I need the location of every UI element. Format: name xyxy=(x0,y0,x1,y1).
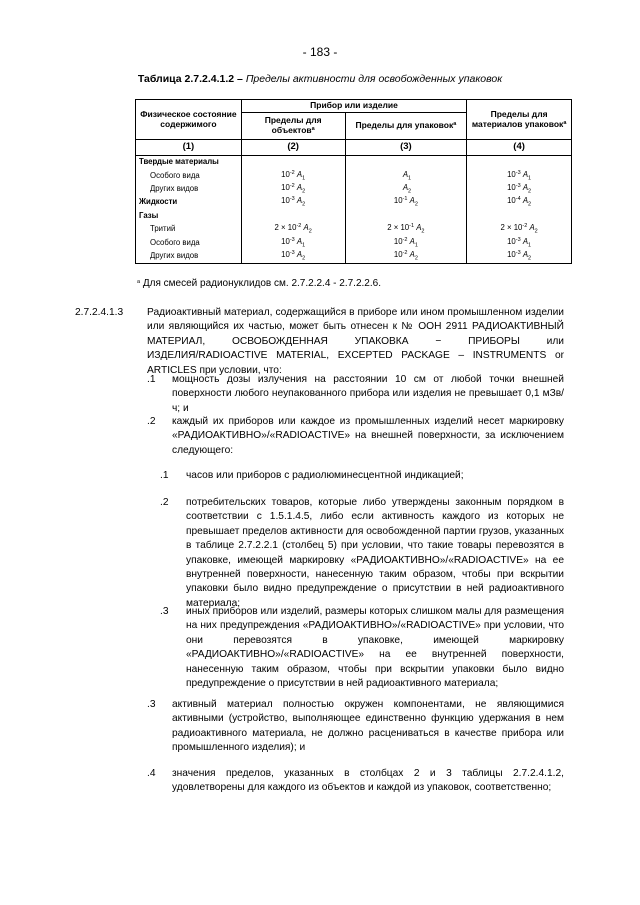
col-number: (4) xyxy=(467,140,572,156)
col4-header: Пределы для материалов упаковок$^a$ xyxy=(467,100,572,140)
table-caption xyxy=(0,73,640,85)
footnote: $^a$ Для смесей радионуклидов см. 2.7.2.2.4 - 2.7.2.2.6. xyxy=(137,278,381,289)
table-row xyxy=(136,169,572,182)
limit-packages: $10^{-2}$ $A_1$ xyxy=(345,236,467,249)
table-row xyxy=(136,250,572,264)
limit-packages: $10^{-1}$ $A_2$ xyxy=(345,196,467,209)
page-number: - 183 - xyxy=(302,45,338,59)
item-number: .3 xyxy=(147,699,156,710)
row-label: Других видов xyxy=(136,183,242,196)
limit-materials: $10^{-3}$ $A_2$ xyxy=(467,250,572,264)
subitem-text: иных приборов или изделий, размеры которых слишком малы для размещения на них предупреждения «РАДИОАКТИВНО»/«RADIOACTIVE» при условии, что они перевозятся в упаковке, имеющей маркировку «РАДИОАКТИВНО»/«RADIOACTIVE» на ее внутренней поверхности, нанесенную таким образом, чтобы при вскрытии упаковки было видно предупреждение о присутствии в ней радиоактивного материала; xyxy=(186,606,564,690)
group-label: Жидкости xyxy=(136,196,242,209)
group-label: Газы xyxy=(136,210,242,223)
limit-objects: $10^{-3}$ $A_2$ xyxy=(241,250,345,264)
table-row xyxy=(136,210,572,223)
section-number: 2.7.2.4.1.3 xyxy=(75,307,124,318)
col1-header: Физическое состояние содержимого xyxy=(136,100,242,140)
limit-objects: $2 \times 10^{-2}$ $A_2$ xyxy=(241,223,345,236)
limit-objects: $10^{-3}$ $A_2$ xyxy=(241,196,345,209)
item-number: .2 xyxy=(147,416,156,427)
row-label: Других видов xyxy=(136,250,242,264)
limit-materials: $2 \times 10^{-2}$ $A_2$ xyxy=(467,223,572,236)
table-body xyxy=(136,156,572,264)
group-label: Твердые материалы xyxy=(136,156,242,170)
limit-objects: $10^{-3}$ $A_1$ xyxy=(241,236,345,249)
limit-packages: $A_2$ xyxy=(345,183,467,196)
group-header: Прибор или изделие xyxy=(241,100,466,113)
table-row xyxy=(136,236,572,249)
col-number: (3) xyxy=(345,140,467,156)
limit-materials: $10^{-3}$ $A_1$ xyxy=(467,169,572,182)
table-caption-label: Таблица 2.7.2.4.1.2 – xyxy=(137,73,243,85)
item-text: значения пределов, указанных в столбцах 2 и 3 таблицы 2.7.2.4.1.2, удовлетворены для каждого из объектов и каждой из упаковок, соответственно; xyxy=(172,768,564,794)
table-row xyxy=(136,196,572,209)
limit-objects: $10^{-2}$ $A_2$ xyxy=(241,183,345,196)
limit-materials: $10^{-4}$ $A_2$ xyxy=(467,196,572,209)
limit-packages: $A_1$ xyxy=(345,169,467,182)
item-text: активный материал полностью окружен компонентами, не являющимися активными (устройство, выполняющее единственно функцию удержания в нем радиоактивного материала, не должно расцениваться в качестве прибора или промышленного изделия); и xyxy=(172,699,564,754)
table-row xyxy=(136,183,572,196)
table-row xyxy=(136,223,572,236)
activity-limits-table xyxy=(135,99,572,264)
item-number: .4 xyxy=(147,768,156,779)
table-row xyxy=(136,156,572,170)
col2-header: Пределы для объектов$^a$ xyxy=(241,113,345,140)
item-text: каждый их приборов или каждое из промышленных изделий несет маркировку «РАДИОАКТИВНО»/«RADIOACTIVE» на внешней поверхности, за исключением следующего: xyxy=(172,416,564,456)
row-label: Особого вида xyxy=(136,169,242,182)
col-number: (2) xyxy=(241,140,345,156)
col-number: (1) xyxy=(136,140,242,156)
col3-header: Пределы для упаковок$^a$ xyxy=(345,113,467,140)
subitem-text: потребительских товаров, которые либо утверждены законным порядком в соответствии с 1.5.1.4.5, либо если активность каждого из которых не превышает пределов активности для освобожденной партии грузов, указанных в таблице 2.7.2.2.1 (столбец 5) при условии, что такие товары перевозятся в упаковке, имеющей маркировку «РАДИОАКТИВНО»/«RADIOACTIVE» на ее внутренней поверхности, нанесенную таким образом, чтобы при вскрытии упаковки было видно предупреждение о присутствии в ней радиоактивного материала; xyxy=(186,497,564,609)
item-text: мощность дозы излучения на расстоянии 10 см от любой точки внешней поверхности любого неупакованного прибора или изделия не превышает 0,1 мЗв/ч; и xyxy=(172,374,564,414)
limit-objects: $10^{-2}$ $A_1$ xyxy=(241,169,345,182)
subitem-text: часов или приборов с радиолюминесцентной индикацией; xyxy=(186,470,464,481)
section-paragraph: Радиоактивный материал, содержащийся в приборе или ином промышленном изделии или являющийся их частью, может быть отнесен к № ООН 2911 РАДИОАКТИВНЫЙ МАТЕРИАЛ, ОСВОБОЖДЕННАЯ УПАКОВКА − ПРИБОРЫ или ИЗДЕЛИЯ/RADIOACTIVE MATERIAL, EXCEPTED PACKAGE – INSTRUMENTS or ARTICLES при условии, что: xyxy=(147,307,564,376)
column-numbers-row xyxy=(136,140,572,156)
limit-materials: $10^{-3}$ $A_2$ xyxy=(467,183,572,196)
limit-packages: $10^{-2}$ $A_2$ xyxy=(345,250,467,264)
subitem-number: .1 xyxy=(160,470,169,481)
row-label: Особого вида xyxy=(136,236,242,249)
table-caption-title: Пределы активности для освобожденных упаковок xyxy=(245,73,503,85)
subitem-number: .2 xyxy=(160,497,169,508)
item-number: .1 xyxy=(147,374,156,385)
limit-packages: $2 \times 10^{-1}$ $A_2$ xyxy=(345,223,467,236)
row-label: Тритий xyxy=(136,223,242,236)
limit-materials: $10^{-3}$ $A_1$ xyxy=(467,236,572,249)
subitem-number: .3 xyxy=(160,606,169,617)
